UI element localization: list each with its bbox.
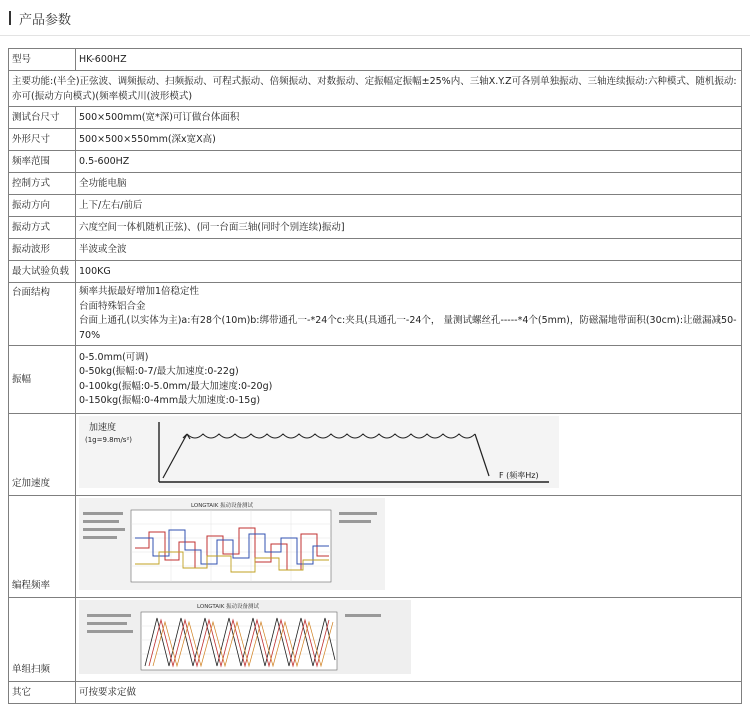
accel-image-cell <box>76 414 742 496</box>
accel-ylabel: 加速度 <box>89 423 117 433</box>
accel-ylabel-unit: (1g=9.8m/s²) <box>85 436 132 444</box>
row-key: 外形尺寸 <box>9 129 76 151</box>
table-row <box>9 173 742 195</box>
program-image-cell <box>76 496 742 598</box>
row-key: 振动波形 <box>9 239 76 261</box>
row-value: 可按要求定做 <box>76 682 742 704</box>
row-value: 500×500mm(宽*深)可订做台体面积 <box>76 107 742 129</box>
row-value: 上下/左右/前后 <box>76 195 742 217</box>
row-key: 编程频率 <box>9 496 76 598</box>
row-key: 最大试验负载 <box>9 261 76 283</box>
program-chart-title: LONGTAIK 振动设备测试 <box>191 503 254 509</box>
row-key: 振动方向 <box>9 195 76 217</box>
table-row <box>9 71 742 107</box>
table-row <box>9 682 742 704</box>
table-row <box>9 598 742 682</box>
table-row <box>9 261 742 283</box>
table-row <box>9 129 742 151</box>
structure-line: 台面特殊铝合金 <box>79 300 146 312</box>
single-sweep-image <box>79 600 411 674</box>
row-value <box>76 283 742 346</box>
row-key: 单组扫频 <box>9 598 76 682</box>
table-row <box>9 151 742 173</box>
accel-xlabel: F (频率Hz) <box>499 471 539 480</box>
acceleration-curve-image <box>79 416 559 488</box>
row-value: 0.5-600HZ <box>76 151 742 173</box>
amplitude-line: 0-150kg(振幅:0-4mm最大加速度:0-15g) <box>79 395 261 406</box>
row-value: HK-600HZ <box>76 49 742 71</box>
header-divider <box>0 35 750 36</box>
amplitude-line: 0-50kg(振幅:0-7/最大加速度:0-22g) <box>79 366 239 377</box>
row-key: 其它 <box>9 682 76 704</box>
sweep-chart-title: LONGTAIK 振动设备测试 <box>197 604 260 610</box>
main-function-text: 主要功能:(半全)正弦波、调频振动、扫频振动、可程式振动、倍频振动、对数振动、定振幅定振幅±25%内、三轴X.Y.Z可各别单独振动、三轴连续振动:六种模式、随机振动:亦可(振动方向模式)(频率模式川(波形模式) <box>9 71 742 107</box>
structure-line: 台面上通孔(以实体为主)a:有28个(10m)b:绑带通孔一-*24个c:夹具(具通孔一-24个， 量测试螺丝孔-----*4个(5mm)，防磁漏地带面积(30cm):让磁漏减50-70% <box>79 315 737 341</box>
row-value: 500×500×550mm(深x宽X高) <box>76 129 742 151</box>
table-row <box>9 195 742 217</box>
table-row <box>9 49 742 71</box>
table-row <box>9 496 742 598</box>
table-row <box>9 239 742 261</box>
table-row <box>9 217 742 239</box>
amplitude-line: 0-100kg(振幅:0-5.0mm/最大加速度:0-20g) <box>79 380 273 392</box>
row-value: 100KG <box>76 261 742 283</box>
section-header <box>9 8 71 28</box>
spec-table <box>8 48 742 704</box>
table-row <box>9 414 742 496</box>
row-key: 测试台尺寸 <box>9 107 76 129</box>
section-marker <box>9 11 11 25</box>
row-value: 全功能电脑 <box>76 173 742 195</box>
section-title: 产品参数 <box>19 12 72 28</box>
row-key: 定加速度 <box>9 414 76 496</box>
row-value <box>76 346 742 414</box>
row-key: 型号 <box>9 49 76 71</box>
row-key: 频率范围 <box>9 151 76 173</box>
row-value: 半波或全波 <box>76 239 742 261</box>
row-key: 振动方式 <box>9 217 76 239</box>
table-row <box>9 107 742 129</box>
table-row <box>9 346 742 414</box>
sweep-image-cell <box>76 598 742 682</box>
amplitude-line: 0-5.0mm(可调) <box>79 351 149 363</box>
row-key: 振幅 <box>9 346 76 414</box>
row-value: 六度空间一体机随机正弦)、(同一台面三轴(同时个别连续)振动] <box>76 217 742 239</box>
row-key: 台面结构 <box>9 283 76 346</box>
row-key: 控制方式 <box>9 173 76 195</box>
table-row <box>9 283 742 346</box>
program-frequency-image <box>79 498 385 590</box>
structure-line: 频率共振最好增加1倍稳定性 <box>79 286 200 297</box>
